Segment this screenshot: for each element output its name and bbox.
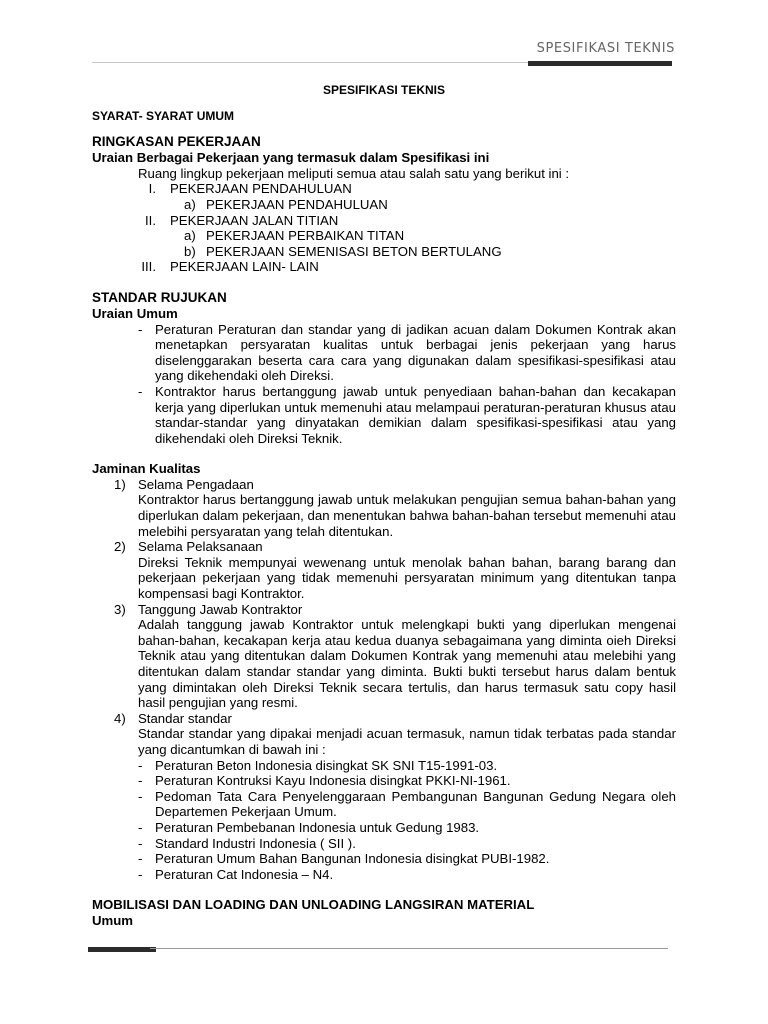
bullet-dash: - [138,788,143,804]
standard-item [92,789,676,820]
sub-list-item [92,197,676,213]
standard-item [92,820,676,836]
numbered-item [92,711,676,727]
section-heading: Jaminan Kualitas [92,461,201,477]
bullet-text: Peraturan Peraturan dan standar yang di jadikan acuan dalam Dokumen Kontrak akan menetapkan persyaratan kualitas untuk berbagai jenis pekerjaan yang harus diselenggarakan beserta cara cara yang digunakan dalam spesifikasi-spesifikasi atau yang dikehendaki oleh Direksi. [155,321,676,384]
sub-list-label: PEKERJAAN PENDAHULUAN [206,196,388,212]
standard-item [92,851,676,867]
item-title: Standar standar [138,710,232,726]
bullet-dash: - [138,757,143,773]
sub-list-label: PEKERJAAN PERBAIKAN TITAN [206,228,405,244]
item-number: 4) [114,710,126,726]
item-body: Adalah tanggung jawab Kontraktor untuk melengkapi bukti yang diperlukan mengenai bahan-bahan, kecakapan kerja atau kedua duanya sebagaimana yang diminta oieh Direksi Teknik atau yang ditentukan dalam Dokumen Kontrak yang memenuhi atau melebihi yang ditentukan dalam standar standar yang diminta. Bukti bukti tersebut harus dalam bentuk yang dimintakan oleh Direksi Teknik secara tertulis, dan harus termasuk satu copy hasil hasil pengujian yang resmi. [138,617,676,711]
section-heading: RINGKASAN PEKERJAAN [92,134,261,150]
standard-text: Pedoman Tata Cara Penyelenggaraan Pembangunan Bangunan Gedung Negara oleh Departemen Pekerjaan Umum. [155,788,676,820]
list-item [92,213,676,229]
sub-list-item [92,244,676,260]
bullet-item [92,384,676,446]
numbered-item [92,477,676,493]
bullet-dash: - [138,383,143,399]
numbered-item [92,602,676,618]
list-label: PEKERJAAN JALAN TITIAN [170,212,339,228]
bullet-dash: - [138,819,143,835]
section-subheading: Uraian Berbagai Pekerjaan yang termasuk dalam Spesifikasi ini [92,150,490,166]
sub-list-label: PEKERJAAN SEMENISASI BETON BERTULANG [206,243,502,259]
list-number: II. [145,212,156,228]
standard-item [92,773,676,789]
item-body: Kontraktor harus bertanggung jawab untuk melakukan pengujian semua bahan-bahan yang diperlukan dalam pekerjaan, dan menentukan bahwa bahan-bahan tersebut memenuhi atau melebihi persyaratan yang telah ditentukan. [138,492,676,539]
bullet-item [92,322,676,384]
general-conditions-heading: SYARAT- SYARAT UMUM [92,108,235,123]
bullet-dash: - [138,773,143,789]
section-subheading: Uraian Umum [92,305,178,321]
section-heading: MOBILISASI DAN LOADING DAN UNLOADING LANGSIRAN MATERIAL [92,897,535,913]
item-body: Direksi Teknik mempunyai wewenang untuk menolak bahan bahan, barang barang dan pekerjaan pekerjaan yang tidak memenuhi persyaratan minimum yang ditentukan tanpa kompensasi bagi Kontraktor. [138,554,676,602]
item-number: 2) [114,539,126,555]
standard-text: Peraturan Pembebanan Indonesia untuk Gedung 1983. [155,819,480,835]
bullet-text: Kontraktor harus bertanggung jawab untuk penyediaan bahan-bahan dan kecakapan kerja yang diperlukan untuk memenuhi atau melampaui peraturan-peraturan khusus atau standar-standar yang dinyatakan demikian dalam spesifikasi-spesifikasi atau yang dikehendaki oleh Direksi Teknik. [155,383,676,446]
list-number: I. [148,181,156,197]
list-number: III. [141,259,156,275]
section-subheading: Umum [92,912,134,928]
list-label: PEKERJAAN LAIN- LAIN [170,259,319,275]
standard-text: Peraturan Cat Indonesia – N4. [155,866,334,882]
intro-text: Ruang lingkup pekerjaan meliputi semua atau salah satu yang berikut ini : [138,165,570,181]
bullet-dash: - [138,851,143,867]
sub-list-item [92,228,676,244]
bullet-dash: - [138,835,143,851]
section-standards [92,290,676,446]
item-title: Tanggung Jawab Kontraktor [138,601,303,617]
sub-list-letter: b) [184,243,196,259]
sub-list-letter: a) [184,228,196,244]
item-title: Selama Pengadaan [138,476,254,492]
sub-list-letter: a) [184,196,196,212]
bullet-dash: - [138,866,143,882]
header-accent-bar [528,61,672,66]
footer-rule [150,948,668,949]
standard-text: Peraturan Kontruksi Kayu Indonesia disingkat PKKI-NI-1961. [155,773,511,789]
footer-accent-bar [88,947,156,952]
section-summary [92,134,676,275]
bullet-dash: - [138,321,143,337]
section-heading: STANDAR RUJUKAN [92,289,227,305]
header-rule [92,62,532,63]
standard-text: Peraturan Umum Bahan Bangunan Indonesia disingkat PUBI-1982. [155,851,550,867]
standard-text: Peraturan Beton Indonesia disingkat SK SNI T15-1991-03. [155,757,498,773]
item-number: 3) [114,601,126,617]
list-label: PEKERJAAN PENDAHULUAN [170,181,352,197]
item-number: 1) [114,476,126,492]
section-quality [92,461,676,882]
standard-item [92,836,676,852]
document-body [92,83,676,929]
list-item [92,259,676,275]
section-mobilization [92,897,676,928]
standard-text: Standard Industri Indonesia ( SII ). [155,835,356,851]
running-title: SPESIFIKASI TEKNIS [536,41,675,56]
numbered-item [92,539,676,555]
standard-item [92,758,676,774]
list-item [92,181,676,197]
item-title: Selama Pelaksanaan [138,539,263,555]
standard-item [92,867,676,883]
item-body: Standar standar yang dipakai menjadi acuan termasuk, namun tidak terbatas pada standar yang dicantumkan di bawah ini : [138,726,676,757]
document-title: SPESIFIKASI TEKNIS [322,83,446,97]
